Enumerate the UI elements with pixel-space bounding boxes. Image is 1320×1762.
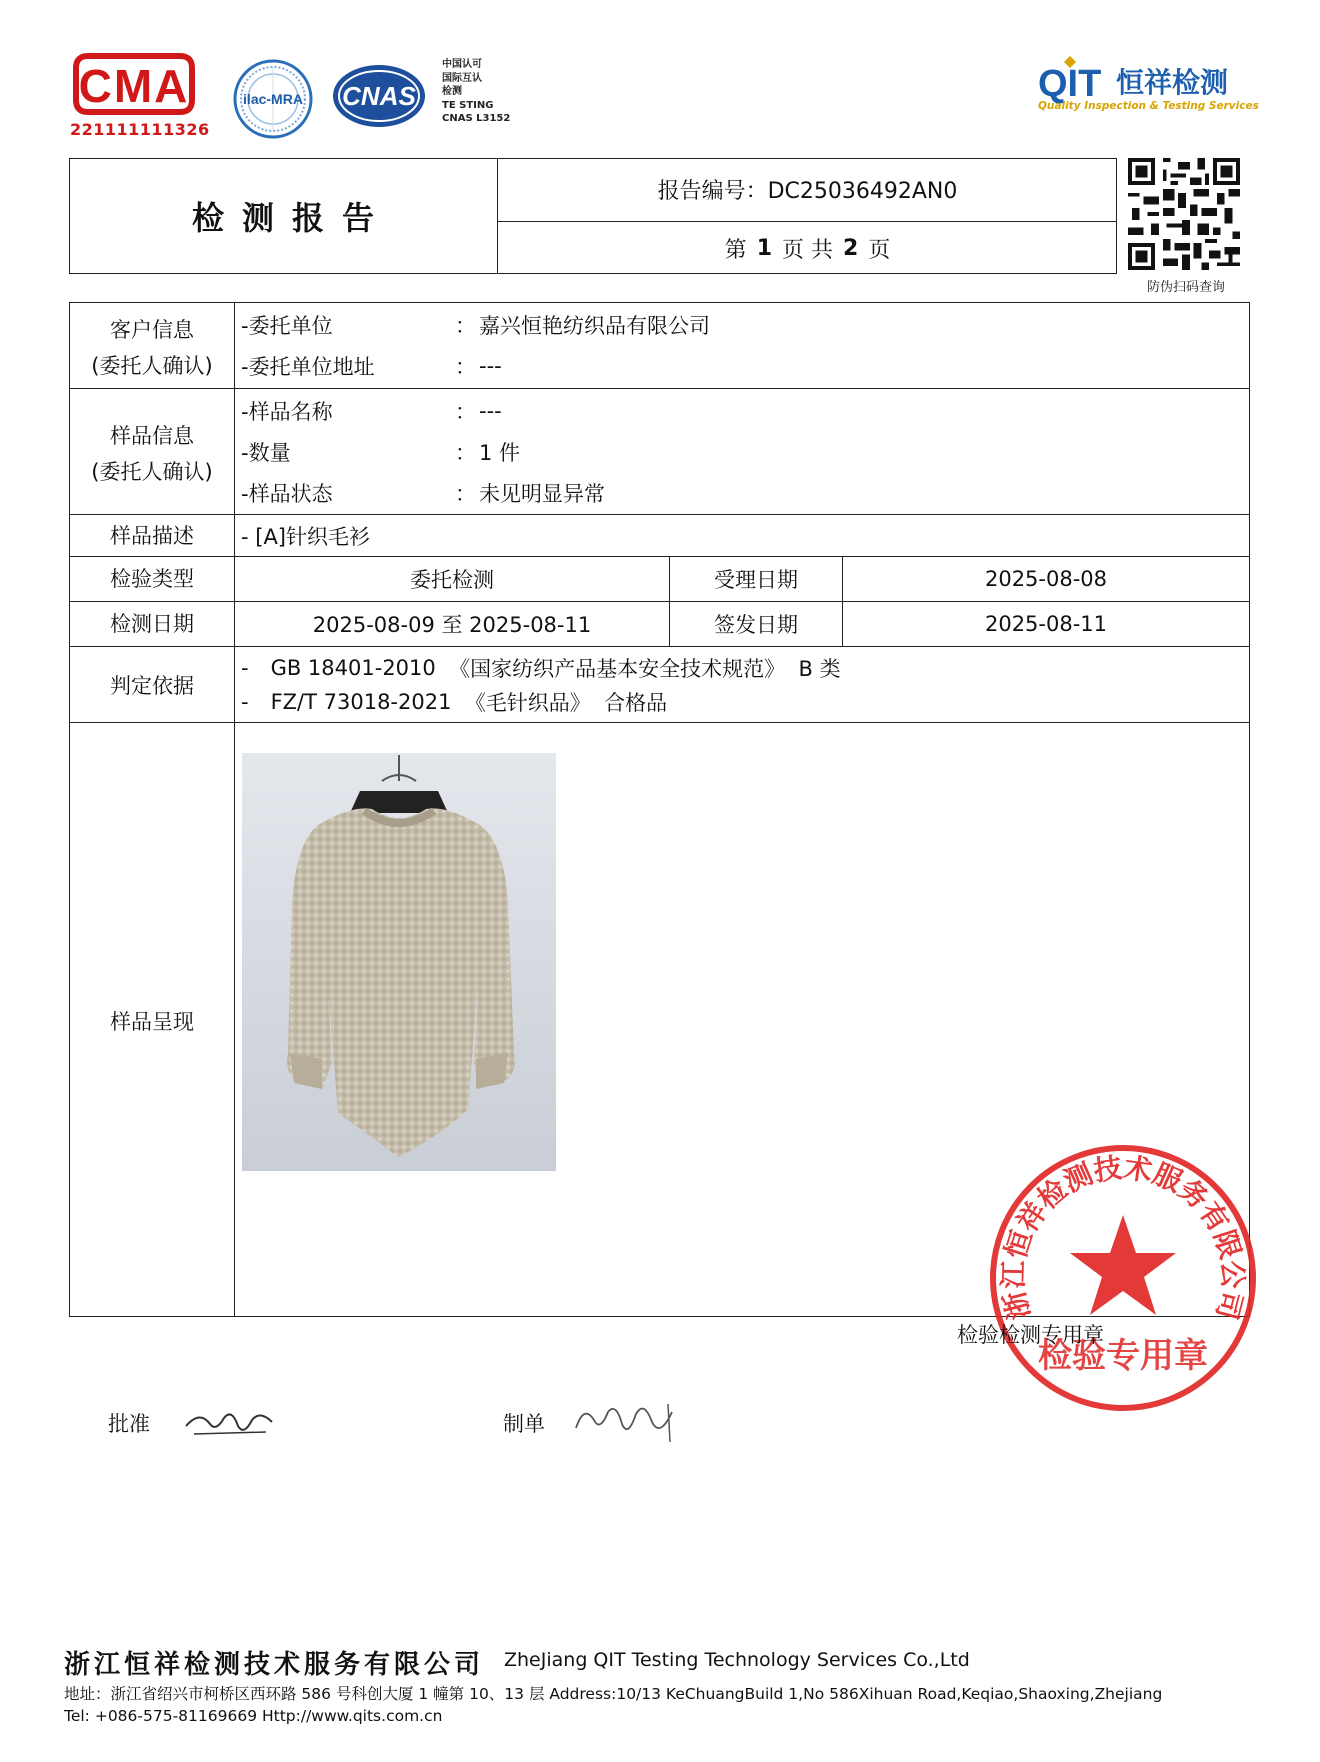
- description-row: [70, 515, 1250, 557]
- sample-info-row: [70, 389, 1250, 515]
- sample-label-2: (委托人确认): [91, 459, 213, 484]
- sample-info-label: [70, 389, 235, 515]
- prepare-label: 制单: [503, 1412, 545, 1436]
- page-current: 1: [756, 235, 772, 261]
- client-label-2: (委托人确认): [91, 353, 213, 378]
- qit-cn-text: 恒祥检测: [1116, 66, 1229, 99]
- sample-row-qty: [235, 431, 1249, 472]
- prepare-signature: [572, 1394, 682, 1448]
- basis-dash: -: [241, 655, 249, 680]
- presentation-row: [70, 723, 1250, 1317]
- seal-ring-text: 浙江恒祥检测技术服务有限公司: [996, 1151, 1250, 1323]
- accept-date-label: 受理日期: [670, 557, 843, 602]
- basis-dash: -: [241, 689, 249, 714]
- qr-code-icon[interactable]: [1128, 158, 1240, 270]
- client-address-value: ---: [479, 354, 502, 378]
- client-unit-value: 嘉兴恒艳纺织品有限公司: [479, 314, 710, 338]
- client-info-label: [70, 303, 235, 389]
- seal-label: 检验检测专用章: [957, 1323, 1104, 1347]
- accept-date-value: 2025-08-08: [843, 557, 1250, 602]
- basis-label: 判定依据: [70, 647, 235, 723]
- cma-number: 221111111326: [70, 120, 210, 139]
- page-prefix: 第: [724, 237, 747, 263]
- sample-info-cell: [235, 389, 1250, 515]
- basis-item: [235, 651, 1249, 685]
- sample-name-key: -样品名称: [241, 399, 333, 424]
- test-date-value: 2025-08-09 至 2025-08-11: [235, 602, 670, 647]
- qit-text: QIT: [1038, 63, 1102, 105]
- test-date-row: [70, 602, 1250, 647]
- client-info-cell: [235, 303, 1250, 389]
- basis-title: 《毛针织品》: [464, 690, 591, 715]
- qr-caption: 防伪扫码查询: [1146, 280, 1225, 295]
- sample-row-name: [235, 390, 1249, 431]
- presentation-label: 样品呈现: [70, 723, 235, 1317]
- cnas-text: CNAS: [342, 81, 416, 111]
- page-mid: 页 共: [782, 237, 833, 263]
- footer-contact: Tel: +086-575-81169669 Http://www.qits.com.cn: [64, 1707, 443, 1725]
- sample-name-value: ---: [479, 398, 502, 423]
- test-date-label: 检测日期: [70, 602, 235, 647]
- basis-code: GB 18401-2010: [270, 655, 436, 680]
- star-icon: [1070, 1215, 1176, 1315]
- colon: ：: [455, 440, 476, 465]
- cnas-side-text: 中国认可 国际互认 检测 TE STING CNAS L3152: [442, 59, 511, 124]
- basis-grade: 合格品: [604, 690, 668, 715]
- seal-center-text: 检验专用章: [1038, 1336, 1208, 1376]
- colon: ：: [455, 481, 476, 506]
- qit-subtitle: Quality Inspection & Testing Services: [1038, 100, 1259, 112]
- sample-state-key: -样品状态: [241, 481, 333, 506]
- basis-cell: [235, 647, 1250, 723]
- client-label-1: 客户信息: [110, 317, 194, 342]
- issue-date-value: 2025-08-11: [843, 602, 1250, 647]
- footer-company-en: ZheJiang QIT Testing Technology Services Co.,Ltd: [504, 1649, 970, 1671]
- basis-row: [70, 647, 1250, 723]
- page-suffix: 页: [868, 237, 891, 263]
- sample-qty-value: 1 件: [479, 440, 521, 465]
- description-value: - [A]针织毛衫: [235, 515, 1250, 557]
- sample-photo: [242, 753, 556, 1171]
- basis-code: FZ/T 73018-2021: [270, 689, 452, 714]
- sample-state-value: 未见明显异常: [479, 481, 605, 506]
- cma-text: CMA: [78, 60, 190, 112]
- sample-row-state: [235, 472, 1249, 513]
- footer-address: 地址：浙江省绍兴市柯桥区西环路 586 号科创大厦 1 幢第 10、13 层 Address:10/13 KeChuangBuild 1,No 586Xihuan Road,Keqiao,Shaoxing,Zhejiang: [64, 1685, 1163, 1703]
- inspection-type-value: 委托检测: [235, 557, 670, 602]
- report-title: 检测报告: [69, 158, 498, 274]
- sample-qty-key: -数量: [241, 440, 291, 465]
- basis-title: 《国家纺织产品基本安全技术规范》: [449, 656, 786, 681]
- client-row-unit: [235, 305, 1249, 346]
- page-total: 2: [843, 235, 859, 261]
- report-number: 报告编号：DC25036492AN0: [498, 158, 1117, 222]
- ilac-text: ilac-MRA: [243, 91, 303, 107]
- inspection-type-label: 检验类型: [70, 557, 235, 602]
- colon: ：: [455, 355, 476, 379]
- colon: ：: [455, 399, 476, 424]
- sample-label-1: 样品信息: [110, 423, 194, 448]
- ilac-mra-logo-icon: [232, 58, 314, 140]
- basis-item: [235, 685, 1249, 719]
- inspection-type-row: [70, 557, 1250, 602]
- client-info-row: [70, 303, 1250, 389]
- basis-grade: B 类: [798, 656, 841, 681]
- cma-logo-icon: [70, 50, 198, 118]
- description-label: 样品描述: [70, 515, 235, 557]
- colon: ：: [455, 314, 476, 338]
- cnas-logo-icon: [330, 62, 428, 130]
- approve-signature: [180, 1396, 280, 1446]
- inspection-seal: [984, 1139, 1262, 1417]
- client-address-key: -委托单位地址: [241, 355, 375, 379]
- page-indicator: [498, 222, 1117, 274]
- approve-label: 批准: [108, 1412, 150, 1436]
- footer-company-cn: 浙江恒祥检测技术服务有限公司: [64, 1650, 485, 1680]
- issue-date-label: 签发日期: [670, 602, 843, 647]
- client-unit-key: -委托单位: [241, 314, 333, 338]
- client-row-address: [235, 346, 1249, 387]
